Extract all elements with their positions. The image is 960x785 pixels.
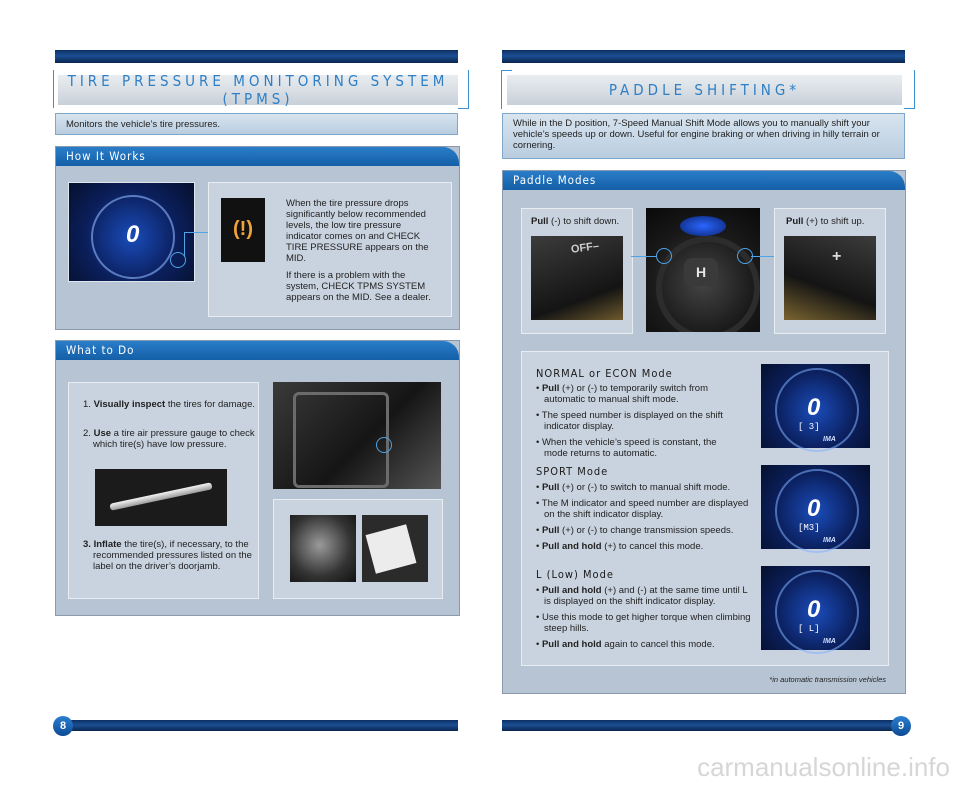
door-label-box [273, 499, 443, 599]
mode-low-bullet-3 [536, 639, 756, 650]
wheel-callout-left [656, 248, 672, 264]
page-number-left: 8 [53, 716, 73, 736]
tpms-title-text: TIRE PRESSURE MONITORING SYSTEM (TPMS) [67, 72, 449, 108]
gauge-speed: 0 [807, 495, 821, 522]
mode-sport-bullet-4 [536, 541, 751, 552]
mode-sport-bullet-3 [536, 525, 751, 536]
gauge-speed: 0 [126, 221, 140, 248]
wheel-hub: H [684, 258, 718, 286]
pressure-gauge-tool [109, 482, 212, 510]
bullet-text: (+) and (-) at the same time until L is displayed on the shift indicator display. [544, 585, 748, 607]
tire-inflate-image [290, 515, 356, 582]
mode-normal-bullet-3 [536, 437, 736, 459]
tpms-title [58, 72, 458, 108]
bullet-text: (+) or (-) to temporarily switch from automatic to manual shift mode. [544, 383, 708, 405]
gauge-logo: IMA [823, 638, 836, 645]
shift-down-caption [531, 216, 631, 227]
step-2-num: 2. [83, 428, 91, 439]
callout-line-left [631, 256, 656, 269]
step-2-bold: Use [93, 428, 112, 439]
step-1-rest: the tires for damage. [165, 399, 255, 410]
top-bar-left [55, 50, 458, 63]
mode-sport-bullet-2 [536, 498, 751, 520]
bullet-bold: Pull and hold [541, 585, 602, 596]
title-bracket-right-line [458, 70, 469, 109]
shift-up-box [774, 208, 886, 334]
shift-up-bold: Pull [786, 216, 804, 227]
paddle-minus-image [531, 236, 623, 320]
door-open-image [273, 382, 441, 489]
what-to-do-heading: What to Do [56, 341, 459, 360]
tpms-text-2: If there is a problem with the system, CHECK TPMS SYSTEM appears on the MID. See a dealer. [286, 270, 431, 303]
paddle-plus-label: + [832, 248, 842, 265]
tpms-intro-text: Monitors the vehicle’s tire pressures. [66, 119, 220, 130]
tpms-indicator-box [221, 198, 265, 262]
mode-sport-bullets [536, 482, 751, 557]
modes-box [521, 351, 889, 666]
wheel-cluster [680, 216, 726, 236]
paddle-modes-heading: Paddle Modes [503, 171, 905, 190]
bullet-bold: Pull [541, 482, 560, 493]
mode-sport-bullet-1 [536, 482, 751, 493]
bullet-text: again to cancel this mode. [601, 639, 715, 650]
paddle-intro [502, 113, 905, 159]
bottom-bar-right [502, 720, 902, 731]
footnote: *in automatic transmission vehicles [769, 675, 886, 684]
pressure-gauge-image [95, 469, 227, 526]
gauge-speed: 0 [807, 394, 821, 421]
mode-sport-title: SPORT Mode [536, 465, 609, 478]
bullet-text: (+) or (-) to switch to manual shift mode. [559, 482, 731, 493]
callout-line-right [751, 256, 774, 269]
bullet-text: (+) to cancel this mode. [601, 541, 704, 552]
bullet-bold: Pull and hold [541, 639, 602, 650]
gauge-normal-image [761, 364, 870, 448]
mode-low-bullet-2 [536, 612, 756, 634]
bullet-bold: Pull and hold [541, 541, 602, 552]
paddle-title-text: PADDLE SHIFTING* [608, 81, 801, 99]
gauge-sport-image [761, 465, 870, 549]
step-1-bold: Visually inspect [93, 399, 166, 410]
doorjamb-label-image [362, 515, 428, 582]
step-1-num: 1. [83, 399, 91, 410]
shift-up-rest: (+) to shift up. [803, 216, 865, 227]
step-3 [83, 539, 258, 572]
gauge-speed: 0 [807, 596, 821, 623]
mode-low-bullets [536, 585, 756, 655]
shift-down-box [521, 208, 633, 334]
step-2-rest: a tire air pressure gauge to check which tire(s) have low pressure. [93, 428, 255, 450]
tpms-info-box [208, 182, 452, 317]
bullet-text: Use this mode to get higher torque when climbing steep hills. [541, 612, 751, 634]
gauge-low-image [761, 566, 870, 650]
mode-normal-title: NORMAL or ECON Mode [536, 367, 673, 380]
bullet-bold: Pull [541, 383, 560, 394]
shift-up-caption [786, 216, 881, 227]
paddle-plus-image [784, 236, 876, 320]
tpms-text-1: When the tire pressure drops significantly below recommended levels, the low tire pressure indicator comes on and CHECK TIRE PRESSURE appears on the MID. [286, 198, 429, 264]
step-1 [83, 399, 258, 410]
step-3-rest: the tire(s), if necessary, to the recommended pressures listed on the label on the driver’s doorjamb. [93, 539, 252, 572]
shift-down-rest: (-) to shift down. [548, 216, 620, 227]
mode-normal-bullet-2 [536, 410, 736, 432]
door-frame [293, 392, 389, 488]
step-2 [83, 428, 258, 450]
mode-normal-bullet-1 [536, 383, 736, 405]
step-3-bold: Inflate [93, 539, 122, 550]
steps-box [68, 382, 259, 599]
callout-line [184, 232, 209, 257]
mode-low-bullet-1 [536, 585, 756, 607]
bullet-bold: Pull [541, 525, 560, 536]
gauge-logo: IMA [823, 436, 836, 443]
tpms-warning-icon: (!) [233, 218, 253, 240]
bullet-text: (+) or (-) to change transmission speeds. [559, 525, 734, 536]
bullet-text: The speed number is displayed on the shift indicator display. [541, 410, 723, 432]
steering-wheel-image [646, 208, 760, 332]
shift-down-bold: Pull [531, 216, 549, 227]
mode-low-title: L (Low) Mode [536, 568, 614, 581]
paddle-intro-text: While in the D position, 7-Speed Manual Shift Mode allows you to manually shift your vehicle’s speeds up or down. Useful for engine braking or when driving in hilly terrain or cornering. [513, 118, 880, 151]
tpms-intro [55, 113, 458, 135]
gauge-shift-indicator: [ L] [798, 624, 820, 634]
top-bar-right [502, 50, 905, 63]
how-it-works-heading: How It Works [56, 147, 459, 166]
paddle-minus-label: OFF– [570, 240, 600, 256]
watermark: carmanualsonline.info [697, 752, 950, 782]
title-bracket-right-r [904, 70, 915, 109]
gauge-logo: IMA [823, 537, 836, 544]
paddle-title [507, 75, 902, 105]
door-callout-circle [376, 437, 392, 453]
page-number-right: 9 [891, 716, 911, 736]
gauge-shift-indicator: [ 3] [798, 422, 820, 432]
step-3-num: 3. [83, 539, 91, 550]
bullet-text: The M indicator and speed number are displayed on the shift indicator display. [541, 498, 749, 520]
bottom-bar-left [58, 720, 458, 731]
gauge-shift-indicator: [M3] [798, 523, 820, 533]
tire-label-sticker [366, 524, 417, 574]
mode-normal-bullets [536, 383, 736, 464]
bullet-text: When the vehicle’s speed is constant, the mode returns to automatic. [541, 437, 717, 459]
